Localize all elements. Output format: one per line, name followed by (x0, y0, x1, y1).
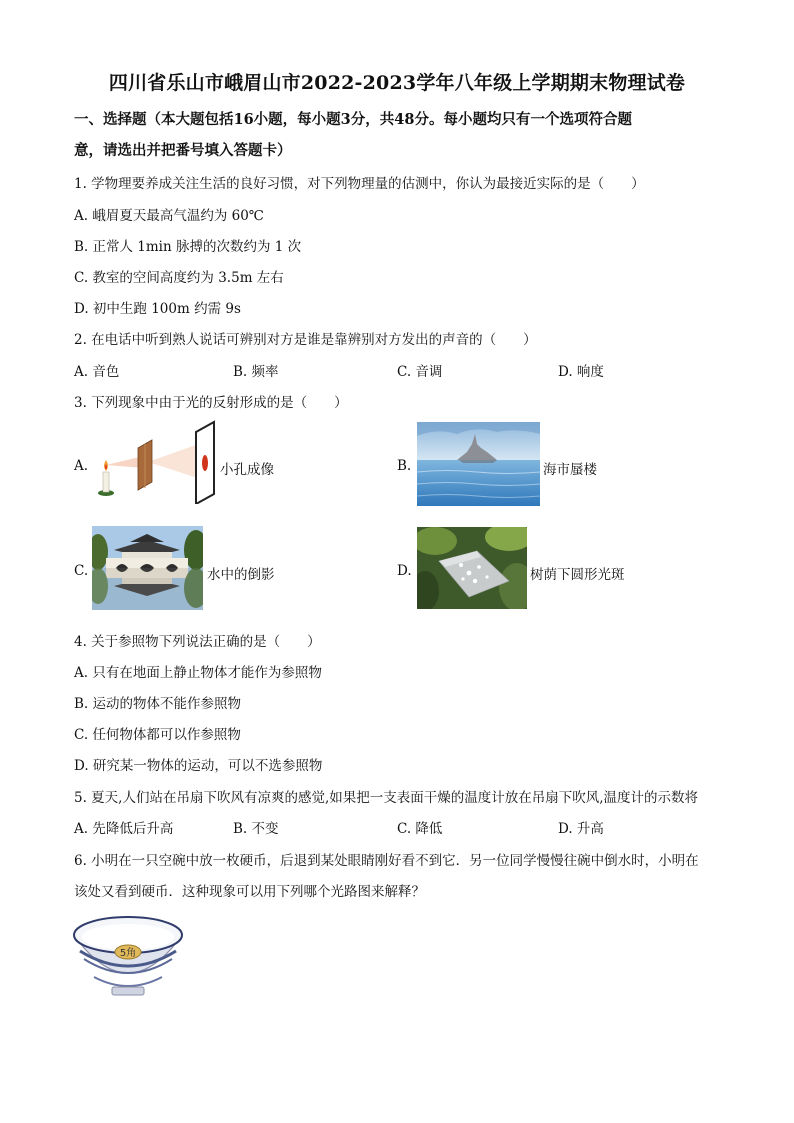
page-title: 四川省乐山市峨眉山市2022-2023学年八年级上学期期末物理试卷 (108, 72, 686, 94)
question-2-option-c: C. 音调 (397, 364, 443, 380)
question-4-stem: 4. 关于参照物下列说法正确的是（ ） (74, 634, 321, 650)
coin-label: 5角 (119, 948, 137, 959)
question-3-option-b-letter: B. (397, 458, 412, 474)
question-3-option-b-caption: 海市蜃楼 (543, 462, 597, 478)
question-3-option-c-caption: 水中的倒影 (207, 567, 275, 583)
question-5-option-b: B. 不变 (233, 821, 279, 837)
question-2-option-a: A. 音色 (74, 364, 120, 380)
question-1-option-d: D. 初中生跑 100m 约需 9s (74, 301, 241, 317)
section-heading-line2: 意，请选出并把番号填入答题卡） (74, 142, 292, 159)
question-1-stem: 1. 学物理要养成关注生活的良好习惯，对下列物理量的估测中，你认为最接近实际的是（ ） (74, 176, 645, 192)
mirage-image (417, 422, 540, 506)
question-2-option-d: D. 响度 (558, 364, 604, 380)
question-5-stem: 5. 夏天,人们站在吊扇下吹风有凉爽的感觉,如果把一支表面干燥的温度计放在吊扇下吹风,温度计的示数将 (74, 790, 699, 806)
question-4-option-d: D. 研究某一物体的运动，可以不选参照物 (74, 758, 323, 774)
section-heading-line1: 一、选择题（本大题包括16小题，每小题3分，共48分。每小题均只有一个选项符合题 (74, 111, 632, 128)
question-4-option-a: A. 只有在地面上静止物体才能作为参照物 (74, 665, 322, 681)
question-3-option-d-letter: D. (397, 563, 412, 579)
question-6-stem-line2: 该处又看到硬币．这种现象可以用下列哪个光路图来解释？ (74, 884, 425, 900)
question-5-option-c: C. 降低 (397, 821, 443, 837)
question-4-option-b: B. 运动的物体不能作参照物 (74, 696, 242, 712)
question-3-option-d-caption: 树荫下圆形光斑 (530, 567, 625, 583)
question-3-option-a-letter: A. (74, 458, 89, 474)
question-1-option-b: B. 正常人 1min 脉搏的次数约为 1 次 (74, 239, 302, 255)
question-3-option-a-caption: 小孔成像 (220, 462, 274, 478)
water-reflection-image (92, 526, 203, 610)
tree-shade-light-spots-image (417, 527, 527, 609)
question-3-option-c-letter: C. (74, 563, 89, 579)
question-3-stem: 3. 下列现象中由于光的反射形成的是（ ） (74, 395, 348, 411)
question-2-stem: 2. 在电话中听到熟人说话可辨别对方是谁是靠辨别对方发出的声音的（ ） (74, 332, 537, 348)
question-2-option-b: B. 频率 (233, 364, 279, 380)
bowl-with-coin-image (72, 915, 184, 999)
question-4-option-c: C. 任何物体都可以作参照物 (74, 727, 241, 743)
question-6-stem-line1: 6. 小明在一只空碗中放一枚硬币，后退到某处眼睛刚好看不到它．另一位同学慢慢往碗中倒水时，小明在 (74, 853, 699, 869)
question-5-option-a: A. 先降低后升高 (74, 821, 174, 837)
question-5-option-d: D. 升高 (558, 821, 604, 837)
pinhole-imaging-image (92, 420, 220, 504)
question-1-option-a: A. 峨眉夏天最高气温约为 60℃ (74, 208, 264, 224)
question-1-option-c: C. 教室的空间高度约为 3.5m 左右 (74, 270, 284, 286)
